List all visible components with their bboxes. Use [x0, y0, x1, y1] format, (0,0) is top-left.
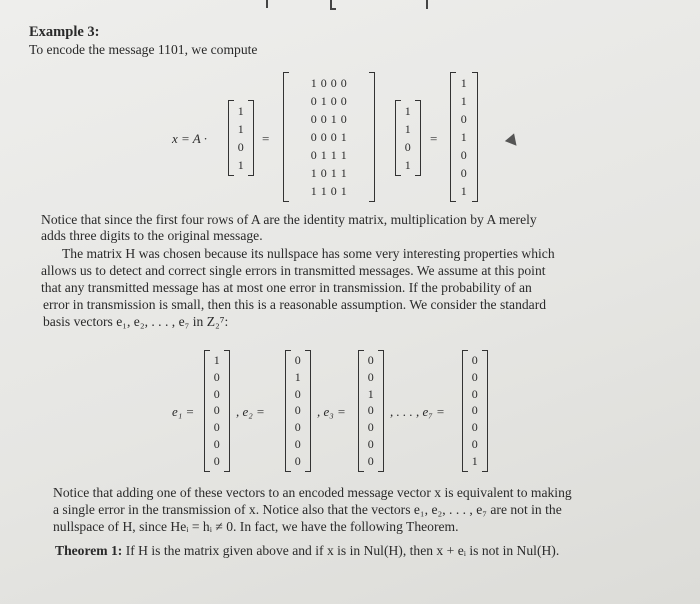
equals-sign: = — [262, 131, 270, 146]
e2-entry: 0 — [294, 437, 302, 452]
e7-entry: 0 — [471, 403, 479, 418]
paragraph-2-line-2: allows us to detect and correct single errors in transmitted messages. We assume at this point — [41, 263, 546, 278]
e1-entry: 0 — [213, 453, 221, 468]
mouse-cursor-icon — [505, 133, 521, 149]
paragraph-2-line-1: The matrix H was chosen because its nullspace has some very interesting properties which — [62, 246, 555, 261]
e1-entry: 0 — [213, 386, 221, 401]
e3-entry: 0 — [367, 420, 375, 435]
e1-entry: 1 — [213, 352, 221, 367]
e2-entry: 0 — [294, 420, 302, 435]
theorem-text: If H is the matrix given above and if x is in Nul(H), then x + eᵢ is not in Nul(H). — [125, 543, 560, 558]
equation-lhs: x = A · — [172, 131, 208, 146]
basis-vector-e1 — [204, 350, 230, 472]
paragraph-1-line-2: adds three digits to the original message. — [41, 228, 263, 243]
paragraph-3-line-2: a single error in the transmission of x. Notice also that the vectors e₁, e₂, . . . , e₇ are not in the — [53, 502, 562, 517]
paragraph-2-line-4: error in transmission is small, then this is a reasonable assumption. We consider the standard — [43, 297, 547, 312]
e2-label: , e₂ = — [236, 404, 265, 419]
paragraph-3-line-3: nullspace of H, since Heᵢ = hᵢ ≠ 0. In fact, we have the following Theorem. — [53, 519, 459, 534]
theorem-1 — [55, 543, 559, 559]
e2-entry: 0 — [294, 386, 302, 401]
e3-entry: 0 — [367, 437, 375, 452]
e7-entry: 1 — [471, 453, 479, 468]
message-entry: 0 — [237, 139, 245, 154]
message-entry: 1 — [237, 157, 245, 172]
matrix-a-row: 0 0 1 0 — [310, 111, 348, 126]
paragraph-1-line-1: Notice that since the first four rows of A are the identity matrix, multiplication by A merely — [41, 212, 537, 227]
message-entry: 1 — [404, 121, 412, 136]
e1-entry: 0 — [213, 403, 221, 418]
e7-entry: 0 — [471, 437, 479, 452]
result-entry: 0 — [460, 111, 468, 126]
result-entry: 1 — [460, 129, 468, 144]
e1-entry: 0 — [213, 437, 221, 452]
result-entry: 0 — [460, 147, 468, 162]
e3-label: , e₃ = — [317, 404, 346, 419]
result-entry: 1 — [460, 183, 468, 198]
e7-entry: 0 — [471, 352, 479, 367]
basis-vector-e3 — [358, 350, 384, 472]
message-vector — [228, 100, 254, 176]
matrix-a-row: 1 0 0 0 — [310, 75, 348, 90]
matrix-a-row: 0 1 1 1 — [310, 147, 348, 162]
matrix-a-row: 0 1 0 0 — [310, 93, 348, 108]
e2-entry: 0 — [294, 403, 302, 418]
e2-entry: 0 — [294, 352, 302, 367]
e1-entry: 0 — [213, 420, 221, 435]
result-entry: 1 — [460, 93, 468, 108]
e1-label: e₁ = — [172, 404, 195, 419]
result-vector — [450, 72, 478, 202]
result-entry: 1 — [460, 75, 468, 90]
e3-entry: 0 — [367, 369, 375, 384]
paragraph-2-line-3: that any transmitted message has at most one error in transmission. If the probability of an — [41, 280, 532, 295]
basis-vector-e2 — [285, 350, 311, 472]
paragraph-3-line-1: Notice that adding one of these vectors to an encoded message vector x is equivalent to making — [53, 485, 572, 500]
message-entry: 1 — [237, 121, 245, 136]
paragraph-2-line-5: basis vectors e₁, e₂, . . . , e₇ in Z₂⁷: — [43, 314, 229, 329]
matrix-a — [283, 72, 375, 202]
equals-sign-2: = — [430, 131, 438, 146]
e7-label: , . . . , e₇ = — [390, 404, 445, 419]
example-heading: Example 3: — [29, 24, 100, 40]
e3-entry: 1 — [367, 386, 375, 401]
e7-entry: 0 — [471, 386, 479, 401]
message-entry: 1 — [404, 157, 412, 172]
example-intro: To encode the message 1101, we compute — [29, 42, 258, 57]
e2-entry: 1 — [294, 369, 302, 384]
basis-vector-e7 — [462, 350, 488, 472]
message-vector-2 — [395, 100, 421, 176]
matrix-a-row: 0 0 0 1 — [310, 129, 348, 144]
e7-entry: 0 — [471, 369, 479, 384]
e2-entry: 0 — [294, 453, 302, 468]
message-entry: 1 — [237, 103, 245, 118]
e1-entry: 0 — [213, 369, 221, 384]
e3-entry: 0 — [367, 403, 375, 418]
e3-entry: 0 — [367, 453, 375, 468]
e7-entry: 0 — [471, 420, 479, 435]
message-entry: 0 — [404, 139, 412, 154]
result-entry: 0 — [460, 165, 468, 180]
theorem-label: Theorem 1: — [55, 543, 123, 558]
message-entry: 1 — [404, 103, 412, 118]
matrix-a-row: 1 1 0 1 — [310, 183, 348, 198]
matrix-a-row: 1 0 1 1 — [310, 165, 348, 180]
e3-entry: 0 — [367, 352, 375, 367]
